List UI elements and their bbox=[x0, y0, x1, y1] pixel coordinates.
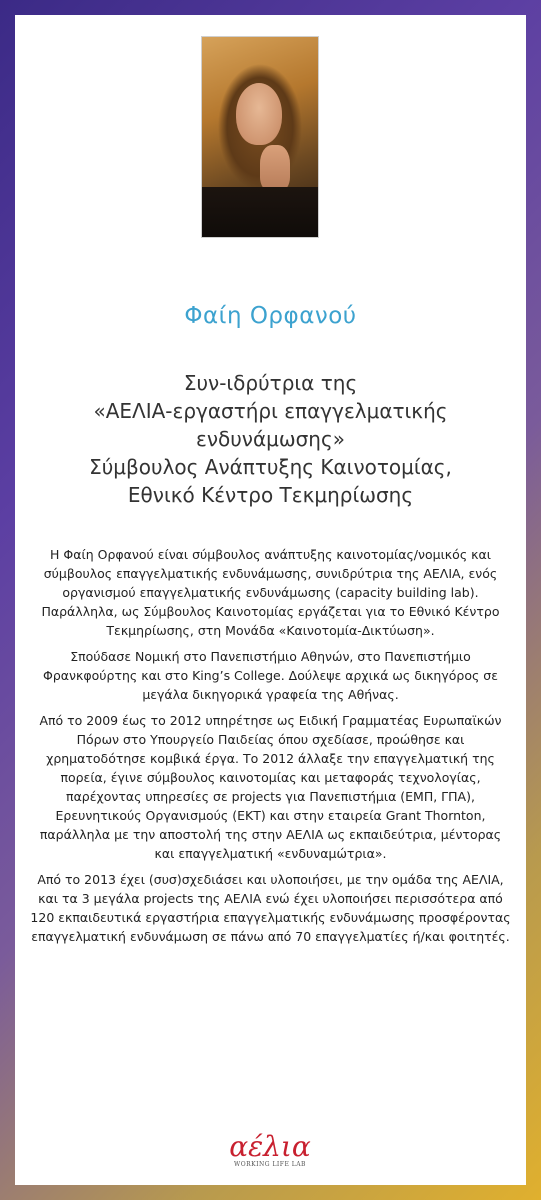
biography bbox=[29, 545, 512, 953]
bio-paragraph: Από το 2009 έως το 2012 υπηρέτησε ως Ειδική Γραμματέας Ευρωπαϊκών Πόρων στο Υπουργείο Παιδείας όπου σχεδίασε, προώθησε και χρηματοδότησε κομβικά έργα. Το 2012 άλλαξε την επαγγελματική της πορεία, έγινε σύμβουλος καινοτομίας και μεταφοράς τεχνολογίας, παρέχοντας υπηρεσίες σε projects για Πανεπιστήμια (ΕΜΠ, ΓΠΑ), Ερευνητικούς Οργανισμούς (ΕΚΤ) και στην εταιρεία Grant Thornton, παράλληλα με την αποστολή της στην ΑΕΛΙΑ ως εκπαιδεύτρια, μέντορας και επαγγελματική «ενδυναμώτρια». bbox=[39, 713, 502, 861]
profile-card bbox=[15, 15, 526, 1185]
profile-photo bbox=[201, 36, 319, 238]
bio-paragraph: Σπούδασε Νομική στο Πανεπιστήμιο Αθηνών, στο Πανεπιστήμιο Φρανκφούρτης και στο King’s College. Δούλεψε αρχικά ως δικηγόρος σε μεγάλα δικηγορικά γραφεία της Αθήνας. bbox=[43, 649, 498, 702]
photo-face bbox=[236, 83, 282, 145]
photo-torso bbox=[202, 187, 318, 238]
bio-paragraph: Από το 2013 έχει (συσ)σχεδιάσει και υλοποιήσει, με την ομάδα της ΑΕΛΙΑ, και τα 3 μεγάλα projects της ΑΕΛΙΑ ενώ έχει υλοποιήσει περισσότερα από 120 εκπαιδευτικά εργαστήρια επαγγελματικής ενδυνάμωσης προσφέροντας επαγγελματική ενδυνάμωση σε πάνω από 70 επαγγελματίες ή/και φοιτητές. bbox=[30, 872, 511, 944]
logo-word: αέλια bbox=[229, 1130, 311, 1163]
photo-hand bbox=[260, 145, 290, 191]
profile-name: Φαίη Ορφανού bbox=[184, 303, 357, 329]
role-line: ενδυνάμωσης» bbox=[196, 427, 345, 451]
role-line: «ΑΕΛΙΑ-εργαστήρι επαγγελματικής bbox=[93, 399, 448, 423]
bio-paragraph: Η Φαίη Ορφανού είναι σύμβουλος ανάπτυξης καινοτομίας/νομικός και σύμβουλος επαγγελματικής ενδυνάμωσης, συνιδρύτρια της ΑΕΛΙΑ, ενός οργανισμού επαγγελματικής ενδυνάμωσης (capacity building lab). Παράλληλα, ως Σύμβουλος Καινοτομίας εργάζεται για το Εθνικό Κέντρο Τεκμηρίωσης, στη Μονάδα «Καινοτομία-Δικτύωση». bbox=[41, 547, 500, 638]
profile-role bbox=[15, 369, 526, 509]
role-line: Εθνικό Κέντρο Τεκμηρίωσης bbox=[127, 483, 414, 507]
aelia-logo bbox=[225, 1130, 315, 1173]
role-line: Συν-ιδρύτρια της bbox=[183, 371, 358, 395]
role-line: Σύμβουλος Ανάπτυξης Καινοτομίας, bbox=[89, 455, 452, 479]
logo-tagline: WORKING LIFE LAB bbox=[234, 1161, 306, 1168]
